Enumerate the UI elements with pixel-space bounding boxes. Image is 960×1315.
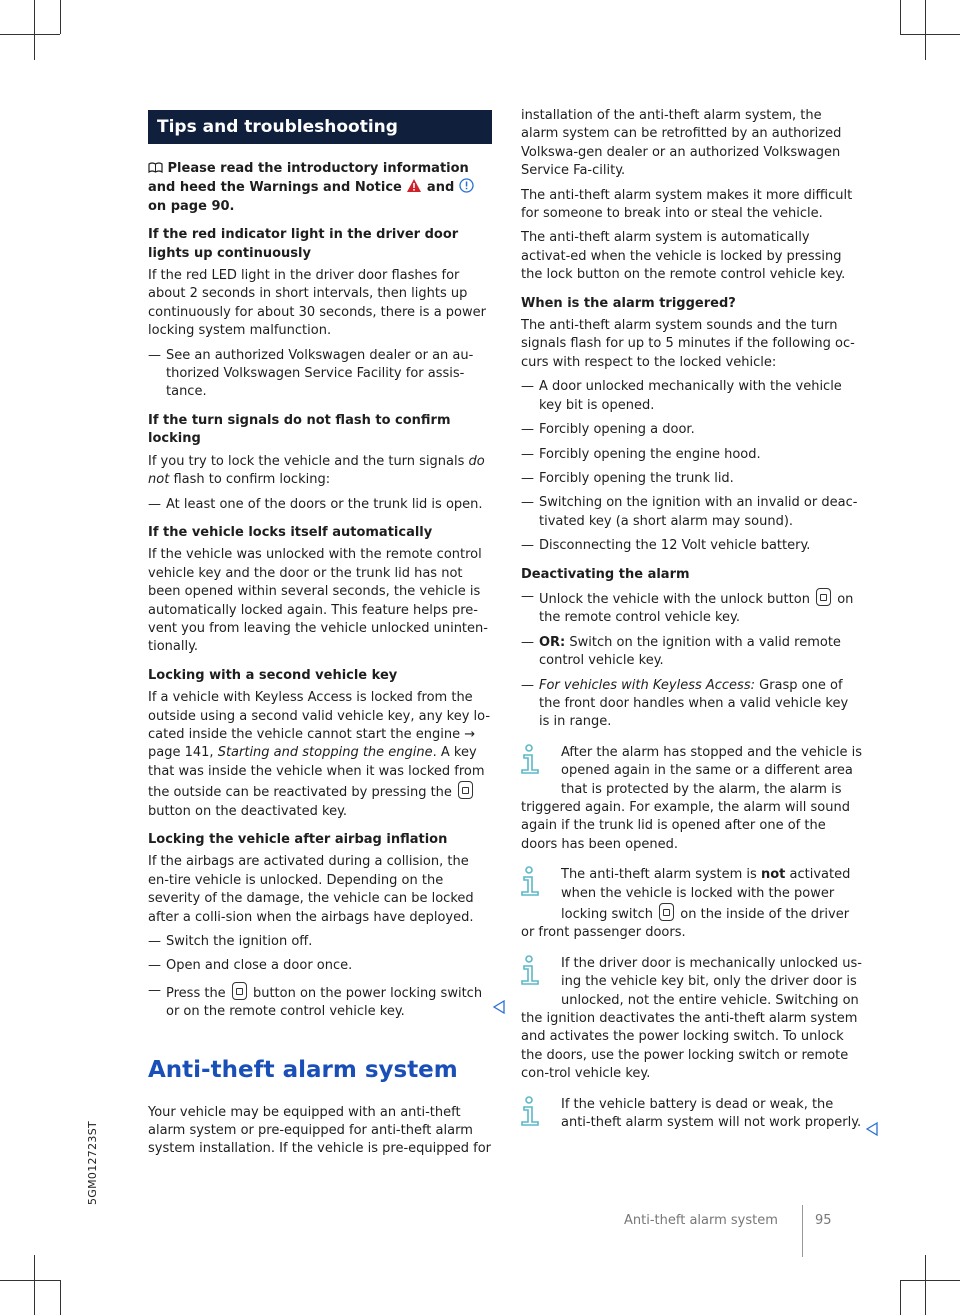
list-item: — Disconnecting the 12 Volt vehicle battery. xyxy=(521,537,862,555)
page-reference-link[interactable]: → page 141, xyxy=(148,726,476,761)
page-number: 95 xyxy=(815,1213,832,1228)
notice-circle-icon xyxy=(459,178,474,193)
list-item: — Switching on the ignition with an invalid or deac-tivated key (a short alarm may sound). xyxy=(521,494,862,531)
list-item: — Forcibly opening a door. xyxy=(521,421,862,439)
heading-airbag: Locking the vehicle after airbag inflation xyxy=(148,832,448,847)
list-item: — A door unlocked mechanically with the vehicle key bit is opened. xyxy=(521,378,862,415)
crop-mark xyxy=(60,1280,61,1315)
unlock-button-icon xyxy=(816,588,831,606)
section-bar-title: Tips and troubleshooting xyxy=(148,110,492,144)
info-note: If the driver door is mechanically unlocked us-ing the vehicle key bit, only the driver door is unlocked, not the entire vehicle. Switching on the ignition deactivates the anti-theft alarm system and activates the power locking switch. To unlock the doors, use the power locking switch or remote con-trol vehicle key. xyxy=(521,955,862,1082)
heading-second-key: Locking with a second vehicle key xyxy=(148,667,398,683)
list-item: — Press the button on the power locking switch or on the remote control vehicle key. xyxy=(148,982,492,1022)
section-heading-alarm: Anti-theft alarm system xyxy=(148,1056,458,1083)
info-note: The anti-theft alarm system is not activated when the vehicle is locked with the power locking switch on the inside of the driver or front passenger doors. xyxy=(521,867,851,941)
info-icon xyxy=(521,744,561,782)
list-item: — Switch the ignition off. xyxy=(148,933,492,951)
info-icon xyxy=(521,866,561,904)
paragraph: The anti-theft alarm system sounds and the turn signals flash for up to 5 minutes if the following oc-curs with respect to the locked vehicle: xyxy=(521,318,855,370)
footer-divider xyxy=(802,1205,803,1257)
crop-mark xyxy=(900,1280,960,1281)
lock-button-icon xyxy=(659,903,674,921)
crop-mark xyxy=(900,0,901,34)
info-note: If the vehicle battery is dead or weak, the anti-theft alarm system will not work properly. xyxy=(521,1096,862,1133)
paragraph: If the vehicle was unlocked with the remote control vehicle key and the door or the trunk lid has not been opened within several seconds, the vehicle is automatically locked again. This feature helps pre-vent you from leaving the vehicle unlocked uninten-tionally. xyxy=(148,547,488,655)
intro-note: Please read the introductory information and heed the Warnings and Notice and on page 90. xyxy=(148,160,492,216)
crop-mark xyxy=(0,1280,60,1281)
right-column xyxy=(521,107,862,1143)
list-item: — Forcibly opening the trunk lid. xyxy=(521,470,862,488)
crop-mark xyxy=(925,1255,926,1315)
paragraph: Your vehicle may be equipped with an anti-theft alarm system or pre-equipped for anti-theft alarm system installation. If the vehicle is pre-equipped for xyxy=(148,1104,491,1157)
crop-mark xyxy=(925,0,926,60)
crop-mark xyxy=(0,34,60,35)
section-end-triangle-icon xyxy=(493,1000,505,1014)
book-icon xyxy=(148,162,163,173)
heading-turn-signals: If the turn signals do not flash to confirm locking xyxy=(148,412,451,447)
paragraph: If you try to lock the vehicle and the turn signals do not flash to confirm locking: xyxy=(148,453,485,488)
paragraph: The anti-theft alarm system is automatically activat-ed when the vehicle is locked by pressing the lock button on the remote control vehicle key. xyxy=(521,230,846,283)
crop-mark xyxy=(60,0,61,34)
list-item: — Forcibly opening the engine hood. xyxy=(521,446,862,464)
lock-button-icon xyxy=(458,781,473,799)
crop-mark xyxy=(900,34,960,35)
heading-auto-lock: If the vehicle locks itself automatically xyxy=(148,524,433,540)
heading-deactivating: Deactivating the alarm xyxy=(521,566,690,582)
lock-button-icon xyxy=(232,982,247,1000)
list-item: — See an authorized Volkswagen dealer or an au-thorized Volkswagen Service Facility for assis-tance. xyxy=(148,347,492,402)
info-icon xyxy=(521,955,561,993)
paragraph: If the airbags are activated during a collision, the en-tire vehicle is unlocked. Depending on the severity of the damage, the vehicle can be locked after a colli-sion when the airbags have deployed. xyxy=(148,854,474,925)
info-icon xyxy=(521,1096,561,1134)
paragraph: If the red LED light in the driver door flashes for about 2 seconds in short intervals, then lights up continuously for about 30 seconds, there is a power locking system malfunction. xyxy=(148,268,486,339)
list-item: — At least one of the doors or the trunk lid is open. xyxy=(148,496,492,514)
heading-red-indicator: If the red indicator light in the driver door lights up continuously xyxy=(148,227,459,261)
crop-mark xyxy=(900,1280,901,1315)
paragraph: If a vehicle with Keyless Access is locked from the outside using a second valid vehicle key, any key lo-cated inside the vehicle cannot start the engine → page 141, Starting and stopping the engine. A key that was inside the vehicle when it was locked from the outside can be reactivated by pressing the button on the deactivated key. xyxy=(148,690,491,819)
section-end-triangle-icon xyxy=(866,1122,878,1136)
paragraph: The anti-theft alarm system makes it more difficult for someone to break into or steal the vehicle. xyxy=(521,187,853,222)
footer-chapter-title: Anti-theft alarm system xyxy=(624,1213,778,1228)
list-item: — OR: Switch on the ignition with a valid remote control vehicle key. xyxy=(521,634,862,671)
side-document-code: 5GM012723ST xyxy=(86,1120,99,1205)
list-item: — Unlock the vehicle with the unlock button on the remote control vehicle key. xyxy=(521,588,862,628)
paragraph: installation of the anti-theft alarm system, the alarm system can be retrofitted by an authorized Volkswa-gen dealer or an authorized Volkswagen Service Fa-cility. xyxy=(521,108,842,179)
left-column xyxy=(148,107,492,1165)
warning-triangle-icon xyxy=(406,178,422,193)
info-note: After the alarm has stopped and the vehicle is opened again in the same or a different area that is protected by the alarm, the alarm is triggered again. For example, the alarm will sound again if the trunk lid is opened after one of the doors has been opened. xyxy=(521,744,862,852)
heading-alarm-triggered: When is the alarm triggered? xyxy=(521,295,736,311)
list-item: — Open and close a door once. xyxy=(148,957,492,975)
crop-mark xyxy=(34,0,35,60)
crop-mark xyxy=(34,1255,35,1315)
list-item: — For vehicles with Keyless Access: Grasp one of the front door handles when a valid vehicle key is in range. xyxy=(521,677,862,732)
